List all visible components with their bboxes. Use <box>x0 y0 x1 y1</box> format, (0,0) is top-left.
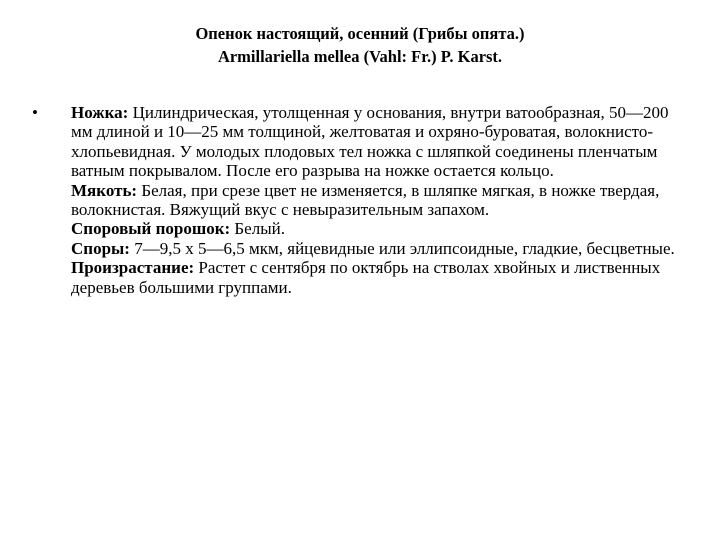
section-label: Мякоть: <box>71 180 138 200</box>
section-label: Споры: <box>71 238 130 258</box>
section-text: Белая, при срезе цвет не изменяется, в шляпке мягкая, в ножке твердая, волокнистая. Вяжущий вкус с невыразительным запахом. <box>71 180 660 220</box>
title-line-latin: Armillariella mellea (Vahl: Fr.) P. Karst. <box>217 47 503 66</box>
section-text: Цилиндрическая, утолщенная у основания, внутри ватообразная, 50—200 мм длиной и 10—25 мм толщиной, желтоватая и охряно-буроватая, волокнисто-хлопьевидная. У молодых плодовых тел ножка с шляпкой соединены пленчатым ватным покрывалом. После его разрыва на ножке остается кольцо. <box>71 103 669 181</box>
section-label: Произрастание: <box>71 258 195 278</box>
bullet-marker: • <box>32 103 38 122</box>
section-stem <box>71 103 683 181</box>
section-text: Белый. <box>230 219 285 239</box>
section-spore-print <box>71 219 683 238</box>
section-label: Споровый порошок: <box>71 219 231 239</box>
title-line-russian: Опенок настоящий, осенний (Грибы опята.) <box>195 24 525 43</box>
section-habitat <box>71 258 683 297</box>
section-label: Ножка: <box>71 103 129 122</box>
section-text: 7—9,5 х 5—6,5 мкм, яйцевидные или эллипсоидные, гладкие, бесцветные. <box>129 238 675 258</box>
section-flesh <box>71 181 683 220</box>
slide-title <box>0 22 720 68</box>
description-text <box>71 103 683 297</box>
section-text: Растет с сентября по октябрь на стволах хвойных и лиственных деревьев большими группами. <box>71 258 661 297</box>
section-spores <box>71 239 683 258</box>
content-block <box>32 103 682 297</box>
